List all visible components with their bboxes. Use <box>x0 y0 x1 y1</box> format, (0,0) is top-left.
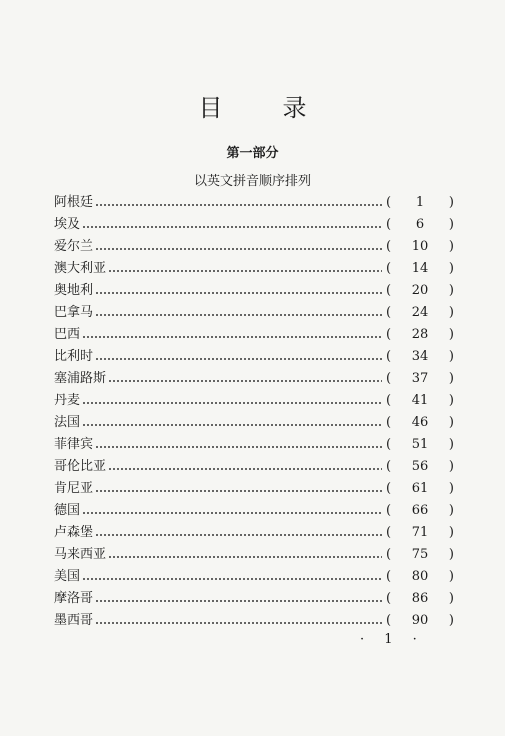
paren-close: ) <box>448 459 454 474</box>
toc-page-ref <box>382 434 454 456</box>
toc-entry-name: 埃及 <box>54 217 81 232</box>
paren-open: ( <box>386 283 392 298</box>
toc-entry-name: 哥伦比亚 <box>54 459 107 474</box>
toc-entry-name: 丹麦 <box>54 393 81 408</box>
toc-entry <box>54 456 454 478</box>
dot-leader <box>95 446 382 448</box>
dot-leader <box>95 534 382 536</box>
toc-entry-name: 澳大利亚 <box>54 261 107 276</box>
paren-close: ) <box>448 217 454 232</box>
paren-close: ) <box>448 371 454 386</box>
toc-entry-name: 巴西 <box>54 327 81 342</box>
toc-entry <box>54 192 454 214</box>
toc-entry-name: 摩洛哥 <box>54 591 94 606</box>
paren-open: ( <box>386 569 392 584</box>
toc-entry-name: 美国 <box>54 569 81 584</box>
dot-leader <box>108 468 382 470</box>
paren-open: ( <box>386 217 392 232</box>
toc-entry <box>54 214 454 236</box>
toc-entry-page: 28 <box>411 327 429 342</box>
dot-leader <box>95 248 382 250</box>
paren-open: ( <box>386 195 392 210</box>
paren-close: ) <box>448 591 454 606</box>
paren-open: ( <box>386 481 392 496</box>
toc-entry-name: 法国 <box>54 415 81 430</box>
toc-entry-page: 56 <box>411 459 429 474</box>
dot-leader <box>95 292 382 294</box>
toc-page-ref <box>382 566 454 588</box>
paren-open: ( <box>386 349 392 364</box>
toc-entry-page: 10 <box>411 239 429 254</box>
toc-entry <box>54 610 454 632</box>
toc-entry-page: 24 <box>411 305 429 320</box>
toc-entry <box>54 324 454 346</box>
toc-page-ref <box>382 522 454 544</box>
toc-entry-name: 奥地利 <box>54 283 94 298</box>
paren-close: ) <box>448 437 454 452</box>
toc-entry <box>54 412 454 434</box>
page-number: · 1 · <box>360 632 425 647</box>
toc-entry <box>54 368 454 390</box>
paren-close: ) <box>448 569 454 584</box>
paren-open: ( <box>386 305 392 320</box>
paren-open: ( <box>386 393 392 408</box>
dot-leader <box>108 556 382 558</box>
toc-entry-page: 41 <box>411 393 429 408</box>
toc-page-ref <box>382 258 454 280</box>
toc-entry-page: 46 <box>411 415 429 430</box>
toc-page-ref <box>382 456 454 478</box>
dot-leader <box>108 270 382 272</box>
toc-page-ref <box>382 236 454 258</box>
toc-entry <box>54 280 454 302</box>
toc-entry-page: 90 <box>411 613 429 628</box>
toc-entry-page: 34 <box>411 349 429 364</box>
toc-page-ref <box>382 192 454 214</box>
toc-entry-page: 20 <box>411 283 429 298</box>
toc-page-ref <box>382 390 454 412</box>
page-title: 目录 <box>198 94 367 122</box>
toc-entry <box>54 258 454 280</box>
toc-entry <box>54 434 454 456</box>
dot-leader <box>95 314 382 316</box>
paren-open: ( <box>386 415 392 430</box>
toc-entry-name: 阿根廷 <box>54 195 94 210</box>
toc-entry-page: 51 <box>411 437 429 452</box>
toc-entry-name: 卢森堡 <box>54 525 94 540</box>
toc-entry-name: 肯尼亚 <box>54 481 94 496</box>
paren-close: ) <box>448 327 454 342</box>
toc-page-ref <box>382 500 454 522</box>
toc-entry <box>54 522 454 544</box>
toc-entry <box>54 588 454 610</box>
toc-page-ref <box>382 478 454 500</box>
toc-entry <box>54 500 454 522</box>
dot-leader <box>82 336 382 338</box>
toc-entry <box>54 544 454 566</box>
toc-page-ref <box>382 214 454 236</box>
toc-entry <box>54 478 454 500</box>
paren-open: ( <box>386 437 392 452</box>
dot-leader <box>95 622 382 624</box>
toc-entry-name: 巴拿马 <box>54 305 94 320</box>
paren-open: ( <box>386 261 392 276</box>
dot-leader <box>82 226 382 228</box>
toc-page-ref <box>382 412 454 434</box>
toc-entry-page: 80 <box>411 569 429 584</box>
dot-leader <box>95 204 382 206</box>
toc-entry <box>54 566 454 588</box>
toc-entry-page: 1 <box>415 195 425 210</box>
paren-close: ) <box>448 503 454 518</box>
paren-open: ( <box>386 591 392 606</box>
toc-page-ref <box>382 610 454 632</box>
dot-leader <box>82 424 382 426</box>
paren-close: ) <box>448 547 454 562</box>
paren-close: ) <box>448 525 454 540</box>
toc-entry <box>54 236 454 258</box>
paren-close: ) <box>448 393 454 408</box>
toc-entry-name: 菲律宾 <box>54 437 94 452</box>
toc-entry-name: 爱尔兰 <box>54 239 94 254</box>
paren-close: ) <box>448 349 454 364</box>
paren-close: ) <box>448 481 454 496</box>
toc-entry-page: 75 <box>411 547 429 562</box>
toc-page-ref <box>382 346 454 368</box>
dot-leader <box>95 490 382 492</box>
paren-close: ) <box>448 283 454 298</box>
paren-close: ) <box>448 305 454 320</box>
dot-leader <box>95 600 382 602</box>
toc-page-ref <box>382 280 454 302</box>
paren-open: ( <box>386 503 392 518</box>
paren-open: ( <box>386 525 392 540</box>
toc-entry <box>54 390 454 412</box>
paren-open: ( <box>386 547 392 562</box>
toc-entry-name: 德国 <box>54 503 81 518</box>
paren-open: ( <box>386 613 392 628</box>
toc-entry-page: 66 <box>411 503 429 518</box>
toc-entry-page: 71 <box>411 525 429 540</box>
paren-close: ) <box>448 239 454 254</box>
part-heading: 第一部分 <box>226 146 279 161</box>
toc-entry-name: 墨西哥 <box>54 613 94 628</box>
paren-close: ) <box>448 613 454 628</box>
toc-entry-name: 塞浦路斯 <box>54 371 107 386</box>
toc-entry-name: 马来西亚 <box>54 547 107 562</box>
paren-open: ( <box>386 239 392 254</box>
toc-page-ref <box>382 368 454 390</box>
toc-entry-page: 14 <box>411 261 429 276</box>
dot-leader <box>95 358 382 360</box>
toc-entry-page: 37 <box>411 371 429 386</box>
toc-page-ref <box>382 588 454 610</box>
toc-entry-name: 比利时 <box>54 349 94 364</box>
dot-leader <box>82 512 382 514</box>
paren-close: ) <box>448 195 454 210</box>
toc-entry-page: 86 <box>411 591 429 606</box>
paren-open: ( <box>386 371 392 386</box>
section-subtitle: 以英文拼音顺序排列 <box>193 174 311 189</box>
toc-entry <box>54 302 454 324</box>
toc-entry-page: 61 <box>411 481 429 496</box>
paren-close: ) <box>448 261 454 276</box>
toc-entry-page: 6 <box>415 217 425 232</box>
dot-leader <box>82 578 382 580</box>
paren-open: ( <box>386 327 392 342</box>
paren-open: ( <box>386 459 392 474</box>
dot-leader <box>82 402 382 404</box>
toc-page-ref <box>382 544 454 566</box>
dot-leader <box>108 380 382 382</box>
toc-entry <box>54 346 454 368</box>
toc-page-ref <box>382 324 454 346</box>
paren-close: ) <box>448 415 454 430</box>
toc-page-ref <box>382 302 454 324</box>
table-of-contents <box>54 192 454 632</box>
